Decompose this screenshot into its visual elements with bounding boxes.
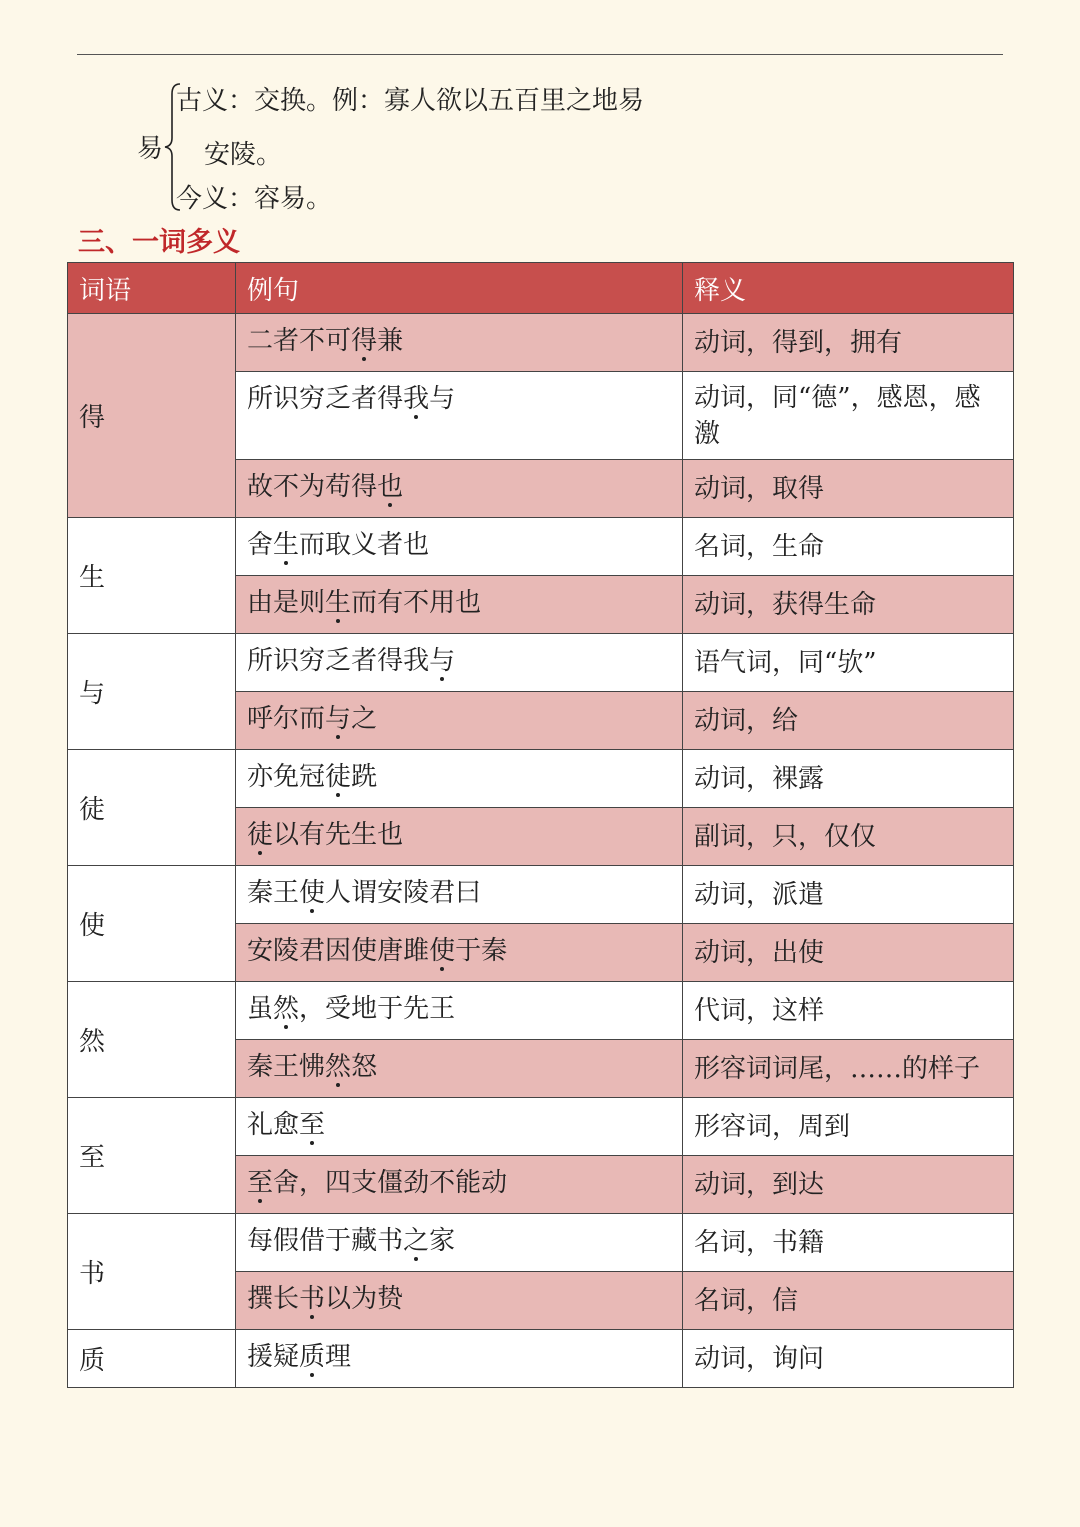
table-row	[68, 1214, 1014, 1272]
cell-word: 生	[68, 518, 236, 634]
cell-example: 虽然，受地于先王	[236, 982, 683, 1040]
table-row	[68, 866, 1014, 924]
modern-meaning-line: 今义：容易。	[176, 184, 333, 214]
ancient-meaning-line: 古义：交换。例：寡人欲以五百里之地易	[176, 86, 645, 116]
cell-meaning: 名词，生命	[683, 518, 1014, 576]
cell-meaning: 副词，只，仅仅	[683, 808, 1014, 866]
cell-example: 秦王使人谓安陵君曰	[236, 866, 683, 924]
cell-example: 所识穷乏者得我与	[236, 372, 683, 460]
cell-meaning: 动词，同“德”，感恩，感激	[683, 372, 1014, 460]
cell-meaning: 动词，出使	[683, 924, 1014, 982]
entry-word: 易	[137, 134, 164, 164]
cell-meaning: 代词，这样	[683, 982, 1014, 1040]
cell-meaning: 语气词，同“欤”	[683, 634, 1014, 692]
cell-word: 然	[68, 982, 236, 1098]
cell-example: 安陵君因使唐雎使于秦	[236, 924, 683, 982]
table-row	[68, 518, 1014, 576]
cell-meaning: 动词，得到，拥有	[683, 314, 1014, 372]
cell-example: 故不为苟得也	[236, 460, 683, 518]
cell-word: 与	[68, 634, 236, 750]
cell-meaning: 动词，取得	[683, 460, 1014, 518]
cell-example: 每假借于藏书之家	[236, 1214, 683, 1272]
cell-word: 至	[68, 1098, 236, 1214]
section-title: 三、一词多义	[78, 227, 240, 258]
cell-meaning: 动词，派遣	[683, 866, 1014, 924]
table-row	[68, 982, 1014, 1040]
cell-example: 徒以有先生也	[236, 808, 683, 866]
table-row	[68, 1098, 1014, 1156]
cell-meaning: 动词，到达	[683, 1156, 1014, 1214]
cell-meaning: 名词，书籍	[683, 1214, 1014, 1272]
cell-example: 呼尔而与之	[236, 692, 683, 750]
cell-meaning: 名词，信	[683, 1272, 1014, 1330]
table-row	[68, 1330, 1014, 1388]
cell-example: 由是则生而有不用也	[236, 576, 683, 634]
cell-word: 徒	[68, 750, 236, 866]
cell-example: 至舍，四支僵劲不能动	[236, 1156, 683, 1214]
cell-meaning: 动词，给	[683, 692, 1014, 750]
cell-example: 所识穷乏者得我与	[236, 634, 683, 692]
cell-meaning: 形容词，周到	[683, 1098, 1014, 1156]
table-row	[68, 634, 1014, 692]
cell-example: 援疑质理	[236, 1330, 683, 1388]
header-word: 词语	[68, 263, 236, 314]
table-row	[68, 750, 1014, 808]
header-meaning: 释义	[683, 263, 1014, 314]
cell-example: 舍生而取义者也	[236, 518, 683, 576]
cell-word: 质	[68, 1330, 236, 1388]
cell-example: 礼愈至	[236, 1098, 683, 1156]
cell-meaning: 动词，裸露	[683, 750, 1014, 808]
ancient-meaning-line-cont: 安陵。	[204, 140, 283, 170]
cell-example: 亦免冠徒跣	[236, 750, 683, 808]
cell-example: 秦王怫然怒	[236, 1040, 683, 1098]
header-example: 例句	[236, 263, 683, 314]
cell-example: 撰长书以为贽	[236, 1272, 683, 1330]
table-row	[68, 314, 1014, 372]
cell-word: 使	[68, 866, 236, 982]
word-entry-yi	[0, 0, 1080, 230]
polysemy-table	[67, 262, 1013, 1388]
cell-meaning: 形容词词尾，……的样子	[683, 1040, 1014, 1098]
cell-word: 书	[68, 1214, 236, 1330]
cell-word: 得	[68, 314, 236, 518]
cell-example: 二者不可得兼	[236, 314, 683, 372]
cell-meaning: 动词，询问	[683, 1330, 1014, 1388]
cell-meaning: 动词，获得生命	[683, 576, 1014, 634]
